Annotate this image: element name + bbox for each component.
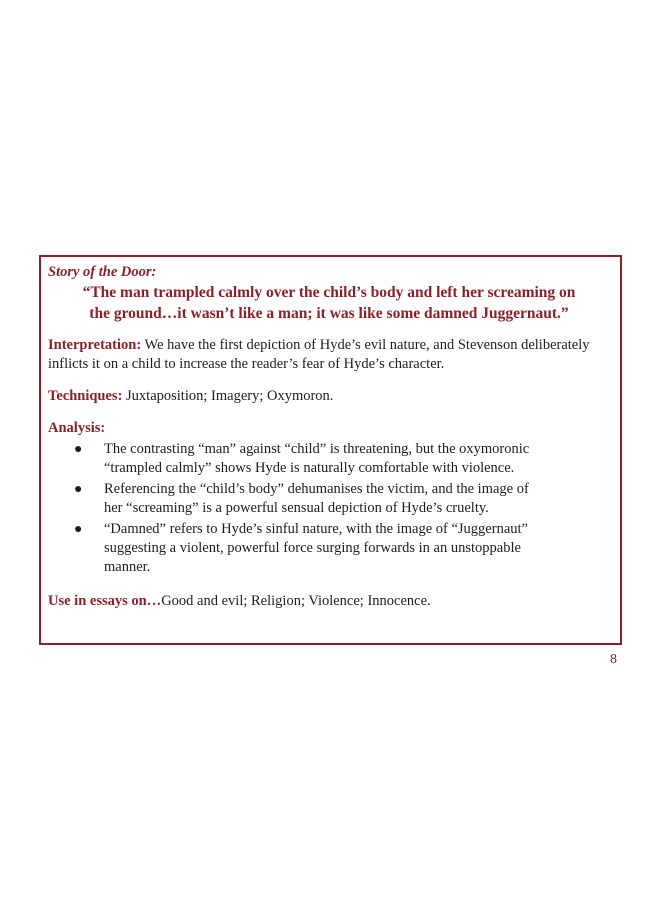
bullet-dot-icon: ● [74, 442, 83, 457]
interpretation-paragraph [48, 336, 610, 374]
bullet-line: suggesting a violent, powerful force surging forwards in an unstoppable [104, 540, 521, 556]
bullet-line: The contrasting “man” against “child” is threatening, but the oxymoronic [104, 441, 530, 457]
page-number: 8 [610, 652, 617, 667]
bullet-line: “Damned” refers to Hyde’s sinful nature, with the image of “Juggernaut” [104, 521, 528, 537]
techniques-text: Juxtaposition; Imagery; Oxymoron. [126, 388, 334, 404]
bullet-line: manner. [104, 559, 151, 575]
analysis-bullet [48, 440, 610, 478]
use-in-essays-label: Use in essays on… [48, 593, 162, 609]
use-in-essays-paragraph [48, 592, 610, 611]
bullet-line: Referencing the “child’s body” dehumanises the victim, and the image of [104, 481, 529, 497]
bullet-dot-icon: ● [74, 522, 83, 537]
interpretation-text: We have the first depiction of Hyde’s evil nature, and Stevenson deliberately inflicts it on a child to increase the reader’s fear of Hyde’s character. [48, 337, 590, 372]
techniques-label: Techniques: [48, 388, 123, 404]
analysis-label: Analysis: [48, 420, 106, 436]
techniques-paragraph [48, 387, 610, 406]
analysis-bullet [48, 480, 610, 518]
bullet-line: her “screaming” is a powerful sensual depiction of Hyde’s cruelty. [104, 500, 489, 516]
analysis-bullet [48, 520, 610, 577]
use-in-essays-text: Good and evil; Religion; Violence; Innocence. [161, 593, 431, 609]
analysis-list [48, 440, 610, 577]
interpretation-label: Interpretation: [48, 337, 142, 353]
section-heading: Story of the Door: [48, 264, 157, 280]
quote-line-2: the ground…it wasn’t like a man; it was like some damned Juggernaut.” [89, 305, 569, 322]
quote-line-1: “The man trampled calmly over the child’s body and left her screaming on [82, 284, 576, 301]
key-quote [48, 282, 610, 324]
bullet-dot-icon: ● [74, 482, 83, 497]
study-card [39, 255, 622, 645]
bullet-line: “trampled calmly” shows Hyde is naturally comfortable with violence. [104, 460, 515, 476]
analysis-paragraph [48, 419, 610, 438]
